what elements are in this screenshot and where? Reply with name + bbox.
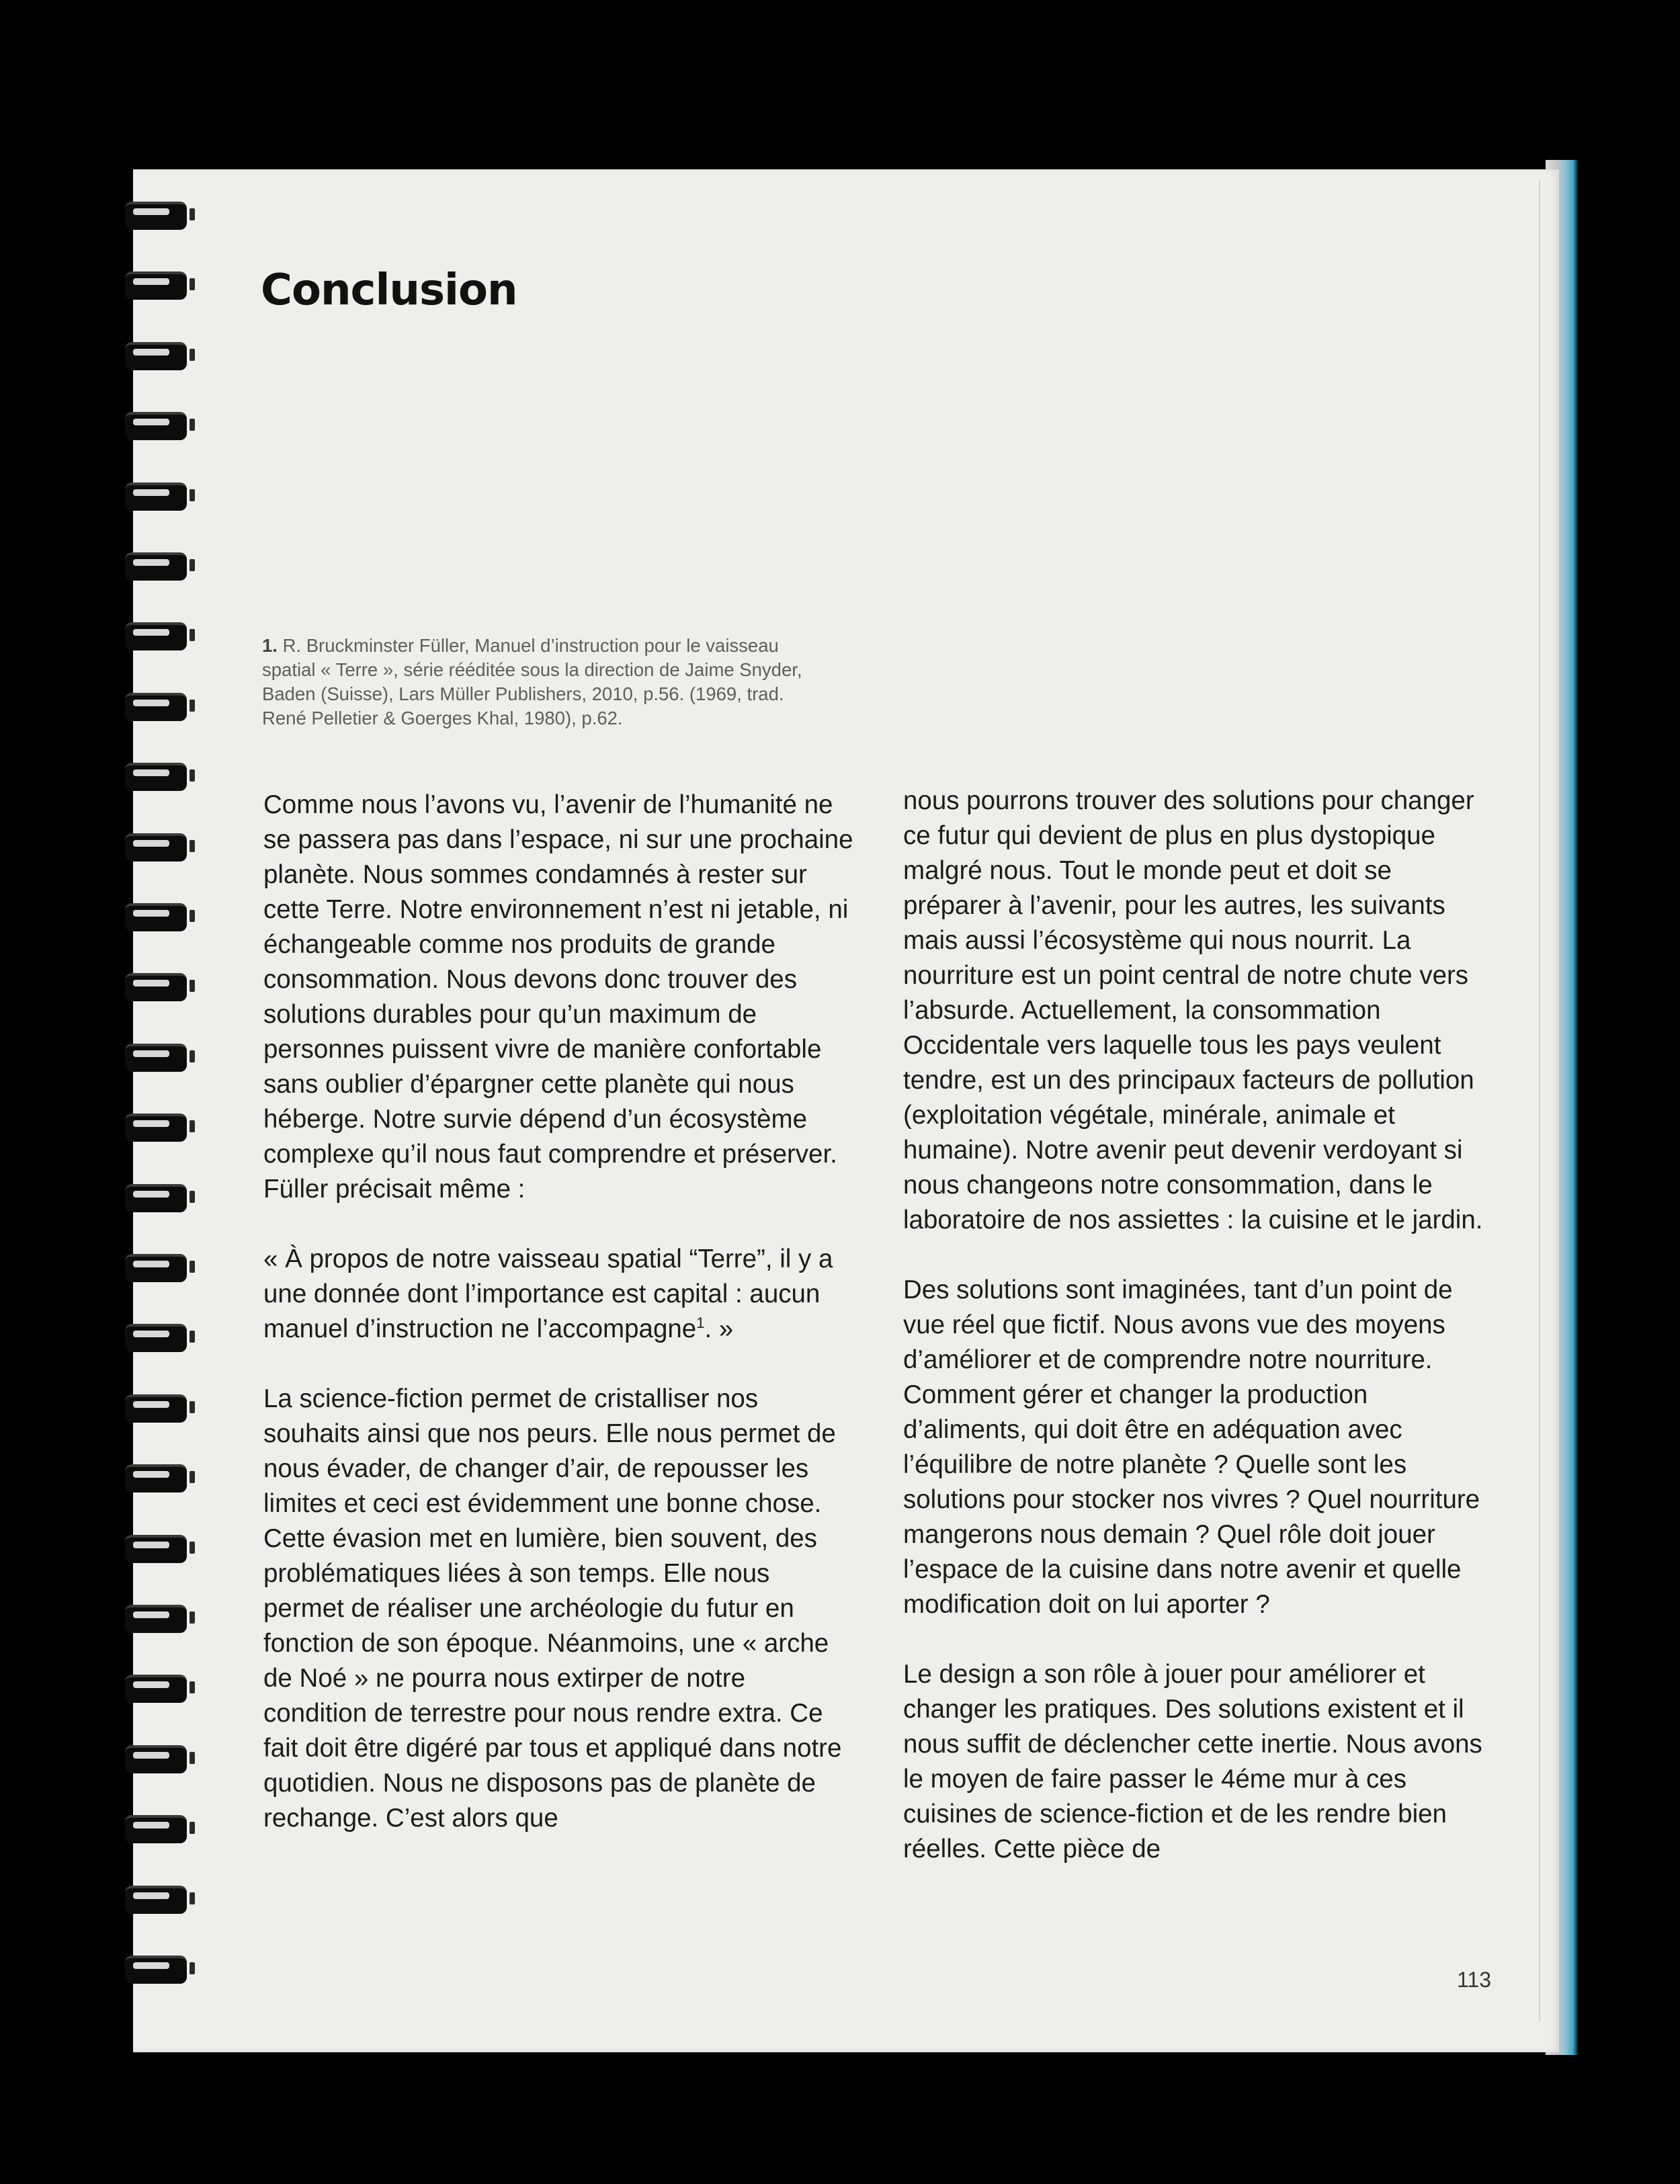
binding-ring <box>125 552 194 579</box>
binding-ring <box>125 1886 194 1913</box>
binding-ring <box>125 1394 194 1421</box>
binding-ring <box>125 1114 194 1140</box>
binding-ring <box>125 622 194 649</box>
binding-ring <box>125 973 194 1000</box>
binding-ring <box>125 1605 194 1632</box>
left-paragraph-1: Comme nous l’avons vu, l’avenir de l’humanité ne se passera pas dans l’espace, ni sur une prochaine planète. Nous sommes condamnés à rester sur cette Terre. Notre environnement n’est ni jetable, ni échangeable comme nos produits de grande consommation. Nous devons donc trouver des solutions durables pour qu’un maximum de personnes puissent vivre de manière confortable sans oublier d’épargner cette planète qui nous héberge. Notre survie dépend d’un écosystème complexe qu’il nous faut comprendre et préserver. Füller précisait même : <box>263 790 853 1204</box>
binding-ring <box>125 763 194 790</box>
binding-ring <box>125 693 194 720</box>
footnote-number: 1. <box>262 635 278 656</box>
page-number: 113 <box>1457 1968 1492 1992</box>
binding-ring <box>125 1464 194 1491</box>
right-paragraph-3: Le design a son rôle à jouer pour améliorer et changer les pratiques. Des solutions existent et il nous suffit de déclencher cette inertie. Nous avons le moyen de faire passer le 4éme mur à ces cuisines de science-fiction et de les rendre bien réelles. Cette pièce de <box>903 1660 1482 1863</box>
binding-ring <box>125 903 194 930</box>
binding-ring <box>125 342 194 369</box>
binding-ring <box>125 1254 194 1281</box>
page-title: Conclusion <box>261 265 517 315</box>
binding-ring <box>125 1815 194 1842</box>
binding-ring <box>125 833 194 860</box>
binding-ring <box>125 412 194 439</box>
binding-ring <box>125 271 194 298</box>
binding-ring <box>125 1184 194 1211</box>
binding-ring <box>125 1324 194 1351</box>
binding-ring <box>125 1044 194 1070</box>
right-column <box>903 784 1495 1867</box>
footnote-text: R. Bruckminster Füller, Manuel d’instruction pour le vaisseau spatial « Terre », série rééditée sous la direction de Jaime Snyder, Baden (Suisse), Lars Müller Publishers, 2010, p.56. (1969, trad. René Pelletier & Goerges Khal, 1980), p.62. <box>262 635 802 728</box>
left-column <box>263 788 855 1836</box>
right-paragraph-2: Des solutions sont imaginées, tant d’un point de vue réel que fictif. Nous avons vue des moyens d’améliorer et de comprendre notre nourriture. Comment gérer et changer la production d’aliments, qui doit être en adéquation avec l’équilibre de notre planète ? Quelle sont les solutions pour stocker nos vivres ? Quel nourriture mangerons nous demain ? Quel rôle doit jouer l’espace de la cuisine dans notre avenir et quelle modification doit on lui aporter ? <box>903 1275 1480 1619</box>
binding-ring <box>125 202 194 228</box>
binding-ring <box>125 1675 194 1702</box>
binding-ring <box>125 1535 194 1562</box>
binding-ring <box>125 1745 194 1772</box>
left-paragraph-3: La science-fiction permet de cristalliser nos souhaits ainsi que nos peurs. Elle nous permet de nous évader, de changer d’air, de repousser les limites et ceci est évidemment une bonne chose. Cette évasion met en lumière, bien souvent, des problématiques liées à son temps. Elle nous permet de réaliser une archéologie du futur en fonction de son époque. Néanmoins, une « arche de Noé » ne pourra nous extirper de notre condition de terrestre pour nous rendre extra. Ce fait doit être digéré par tous et appliqué dans notre quotidien. Nous ne disposons pas de planète de rechange. C’est alors que <box>263 1384 842 1833</box>
quote-text: « À propos de notre vaisseau spatial “Terre”, il y a une donnée dont l’importance est capital : aucun manuel d’instruction ne l’accompagne <box>263 1245 833 1343</box>
right-paragraph-1: nous pourrons trouver des solutions pour changer ce futur qui devient de plus en plus dystopique malgré nous. Tout le monde peut et doit se préparer à l’avenir, pour les autres, les suivants mais aussi l’écosystème qui nous nourrit. La nourriture est un point central de notre chute vers l’absurde. Actuellement, la consommation Occidentale vers laquelle tous les pays veulent tendre, est un des principaux facteurs de pollution (exploitation végétale, minérale, animale et humaine). Notre avenir peut devenir verdoyant si nous changeons notre consommation, dans le laboratoire de nos assiettes : la cuisine et le jardin. <box>903 786 1483 1234</box>
quote-footnote-ref: 1 <box>696 1314 705 1332</box>
quote-paragraph <box>263 1242 855 1347</box>
spiral-binding <box>125 202 206 2029</box>
binding-ring <box>125 1956 194 1982</box>
quote-end: . » <box>704 1314 734 1343</box>
page-edge-line <box>1539 180 1540 2021</box>
footnote <box>262 634 813 730</box>
binding-ring <box>125 482 194 509</box>
